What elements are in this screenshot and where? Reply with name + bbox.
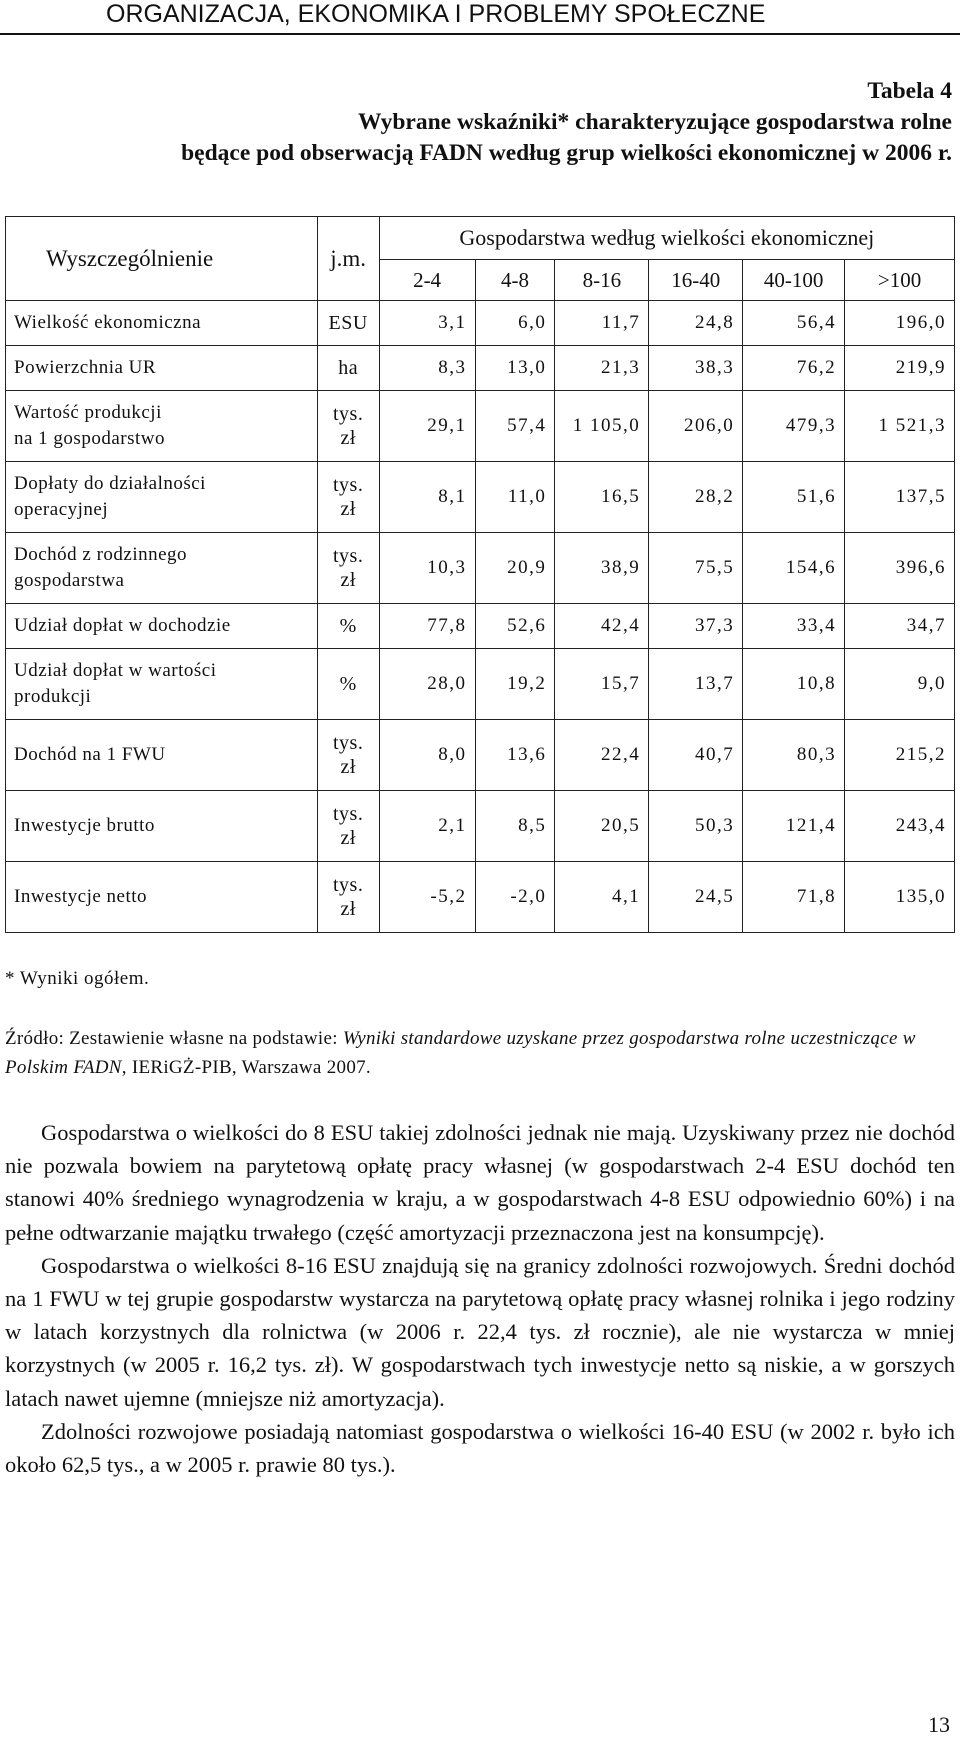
unit-line: zł	[340, 898, 356, 920]
cell-value: 13,0	[475, 346, 555, 391]
page-number: 13	[928, 1712, 950, 1737]
cell-value: 215,2	[845, 720, 955, 791]
cell-value: 80,3	[743, 720, 845, 791]
table-row	[6, 533, 955, 604]
table-row	[6, 301, 955, 346]
running-header: ORGANIZACJA, EKONOMIKA I PROBLEMY SPOŁECZNE	[106, 0, 766, 28]
unit-line: zł	[340, 427, 356, 449]
cell-value: 42,4	[555, 604, 649, 649]
cell-value: 51,6	[743, 462, 845, 533]
row-unit: ha	[317, 346, 379, 391]
row-label-line: Dopłaty do działalności	[14, 473, 206, 494]
row-label: Inwestycje netto	[6, 862, 318, 933]
row-unit	[317, 720, 379, 791]
cell-value: 19,2	[475, 649, 555, 720]
cell-value: 11,7	[555, 301, 649, 346]
row-label	[6, 533, 318, 604]
header-specification: Wyszczególnienie	[6, 217, 318, 301]
header-rule	[0, 33, 960, 35]
cell-value: 29,1	[379, 391, 475, 462]
row-unit	[317, 533, 379, 604]
unit-line: tys.	[333, 545, 364, 567]
cell-value: 154,6	[743, 533, 845, 604]
unit-line: tys.	[333, 403, 364, 425]
cell-value: 24,8	[649, 301, 743, 346]
cell-value: 28,0	[379, 649, 475, 720]
table-number: Tabela 4	[867, 78, 952, 104]
table-row	[6, 391, 955, 462]
cell-value: 28,2	[649, 462, 743, 533]
row-label-line: operacyjnej	[14, 499, 109, 520]
cell-value: 3,1	[379, 301, 475, 346]
table-row	[6, 862, 955, 933]
cell-value: 40,7	[649, 720, 743, 791]
row-label: Dochód na 1 FWU	[6, 720, 318, 791]
body-text	[5, 1116, 955, 1481]
cell-value: 206,0	[649, 391, 743, 462]
cell-value: 52,6	[475, 604, 555, 649]
cell-value: 8,1	[379, 462, 475, 533]
row-label-line: Wartość produkcji	[14, 402, 162, 423]
cell-value: 2,1	[379, 791, 475, 862]
cell-value: 38,3	[649, 346, 743, 391]
unit-line: tys.	[333, 474, 364, 496]
row-unit	[317, 391, 379, 462]
column-header: 8-16	[555, 260, 649, 301]
cell-value: 196,0	[845, 301, 955, 346]
row-unit: %	[317, 649, 379, 720]
cell-value: 56,4	[743, 301, 845, 346]
row-label: Udział dopłat w dochodzie	[6, 604, 318, 649]
source-suffix: , IERiGŻ-PIB, Warszawa 2007.	[121, 1057, 371, 1078]
cell-value: 38,9	[555, 533, 649, 604]
cell-value: 33,4	[743, 604, 845, 649]
column-header: 40-100	[743, 260, 845, 301]
table-row	[6, 791, 955, 862]
unit-line: zł	[340, 569, 356, 591]
cell-value: 15,7	[555, 649, 649, 720]
cell-value: 76,2	[743, 346, 845, 391]
table-row	[6, 346, 955, 391]
source-prefix: Źródło: Zestawienie własne na podstawie:	[5, 1028, 343, 1049]
unit-line: zł	[340, 498, 356, 520]
unit-line: tys.	[333, 874, 364, 896]
cell-value: 243,4	[845, 791, 955, 862]
row-unit	[317, 791, 379, 862]
row-label-line: gospodarstwa	[14, 570, 125, 591]
cell-value: 16,5	[555, 462, 649, 533]
cell-value: 34,7	[845, 604, 955, 649]
table-row	[6, 604, 955, 649]
row-unit: ESU	[317, 301, 379, 346]
cell-value: 479,3	[743, 391, 845, 462]
cell-value: -2,0	[475, 862, 555, 933]
row-label: Wielkość ekonomiczna	[6, 301, 318, 346]
cell-value: 21,3	[555, 346, 649, 391]
cell-value: 37,3	[649, 604, 743, 649]
paragraph: Gospodarstwa o wielkości do 8 ESU takiej zdolności jednak nie mają. Uzyskiwany przez nie dochód nie pozwala bowiem na parytetową opłatę pracy własnej (w gospodarstwach 2-4 ESU dochód ten stanowi 40% średniego wynagrodzenia w kraju, a w gospodarstwach 4-8 ESU odpowiednio 60%) i na pełne odtwarzanie majątku trwałego (część amortyzacji przeznaczona jest na konsumpcję).	[5, 1120, 955, 1245]
row-label-line: Udział dopłat w wartości	[14, 660, 217, 681]
cell-value: 9,0	[845, 649, 955, 720]
cell-value: 10,3	[379, 533, 475, 604]
cell-value: 135,0	[845, 862, 955, 933]
cell-value: 6,0	[475, 301, 555, 346]
unit-line: tys.	[333, 803, 364, 825]
cell-value: 20,5	[555, 791, 649, 862]
cell-value: 8,5	[475, 791, 555, 862]
paragraph: Gospodarstwa o wielkości 8-16 ESU znajdują się na granicy zdolności rozwojowych. Średni dochód na 1 FWU w tej grupie gospodarstw wystarcza na parytetową opłatę pracy własnej rolnika i jego rodziny w latach korzystnych dla rolnictwa (w 2006 r. 22,4 tys. zł rocznie), ale nie wystarcza w mniej korzystnych (w 2005 r. 16,2 tys. zł). W gospodarstwach tych inwestycje netto są niskie, a w gorszych latach nawet ujemne (mniejsze niż amortyzacja).	[5, 1252, 955, 1411]
cell-value: 20,9	[475, 533, 555, 604]
header-size-groups: Gospodarstwa według wielkości ekonomicznej	[379, 217, 954, 260]
table-row	[6, 720, 955, 791]
row-label	[6, 649, 318, 720]
source-note	[5, 1024, 955, 1082]
column-header: >100	[845, 260, 955, 301]
row-label	[6, 462, 318, 533]
source-title: Wyniki standardowe uzyskane przez gospodarstwa rolne uczestniczące w Polskim FADN	[5, 1028, 916, 1078]
table-title-line-1: Wybrane wskaźniki* charakteryzujące gospodarstwa rolne	[357, 109, 952, 135]
cell-value: 11,0	[475, 462, 555, 533]
column-header: 16-40	[649, 260, 743, 301]
paragraph: Zdolności rozwojowe posiadają natomiast gospodarstwa o wielkości 16-40 ESU (w 2002 r. było ich około 62,5 tys., a w 2005 r. prawie 80 tys.).	[5, 1418, 955, 1478]
cell-value: 1 521,3	[845, 391, 955, 462]
unit-line: tys.	[333, 732, 364, 754]
table-title-line-2: będące pod obserwacją FADN według grup wielkości ekonomicznej w 2006 r.	[181, 140, 952, 166]
cell-value: 1 105,0	[555, 391, 649, 462]
cell-value: 22,4	[555, 720, 649, 791]
cell-value: 8,0	[379, 720, 475, 791]
table-row	[6, 649, 955, 720]
row-label-line: Dochód z rodzinnego	[14, 544, 188, 565]
cell-value: 219,9	[845, 346, 955, 391]
column-header: 4-8	[475, 260, 555, 301]
row-unit: %	[317, 604, 379, 649]
cell-value: 50,3	[649, 791, 743, 862]
cell-value: 13,6	[475, 720, 555, 791]
row-label	[6, 391, 318, 462]
table-footnote: * Wyniki ogółem.	[5, 968, 150, 989]
row-label-line: na 1 gospodarstwo	[14, 428, 165, 449]
cell-value: 71,8	[743, 862, 845, 933]
cell-value: 75,5	[649, 533, 743, 604]
row-unit	[317, 862, 379, 933]
cell-value: 13,7	[649, 649, 743, 720]
cell-value: 121,4	[743, 791, 845, 862]
cell-value: -5,2	[379, 862, 475, 933]
unit-line: zł	[340, 827, 356, 849]
cell-value: 8,3	[379, 346, 475, 391]
table-caption	[52, 76, 952, 169]
cell-value: 24,5	[649, 862, 743, 933]
row-label: Powierzchnia UR	[6, 346, 318, 391]
header-unit: j.m.	[317, 217, 379, 301]
cell-value: 77,8	[379, 604, 475, 649]
row-label-line: produkcji	[14, 686, 92, 707]
cell-value: 4,1	[555, 862, 649, 933]
row-label: Inwestycje brutto	[6, 791, 318, 862]
cell-value: 396,6	[845, 533, 955, 604]
table-row	[6, 462, 955, 533]
cell-value: 10,8	[743, 649, 845, 720]
cell-value: 137,5	[845, 462, 955, 533]
unit-line: zł	[340, 756, 356, 778]
row-unit	[317, 462, 379, 533]
data-table	[5, 216, 955, 933]
column-header: 2-4	[379, 260, 475, 301]
cell-value: 57,4	[475, 391, 555, 462]
